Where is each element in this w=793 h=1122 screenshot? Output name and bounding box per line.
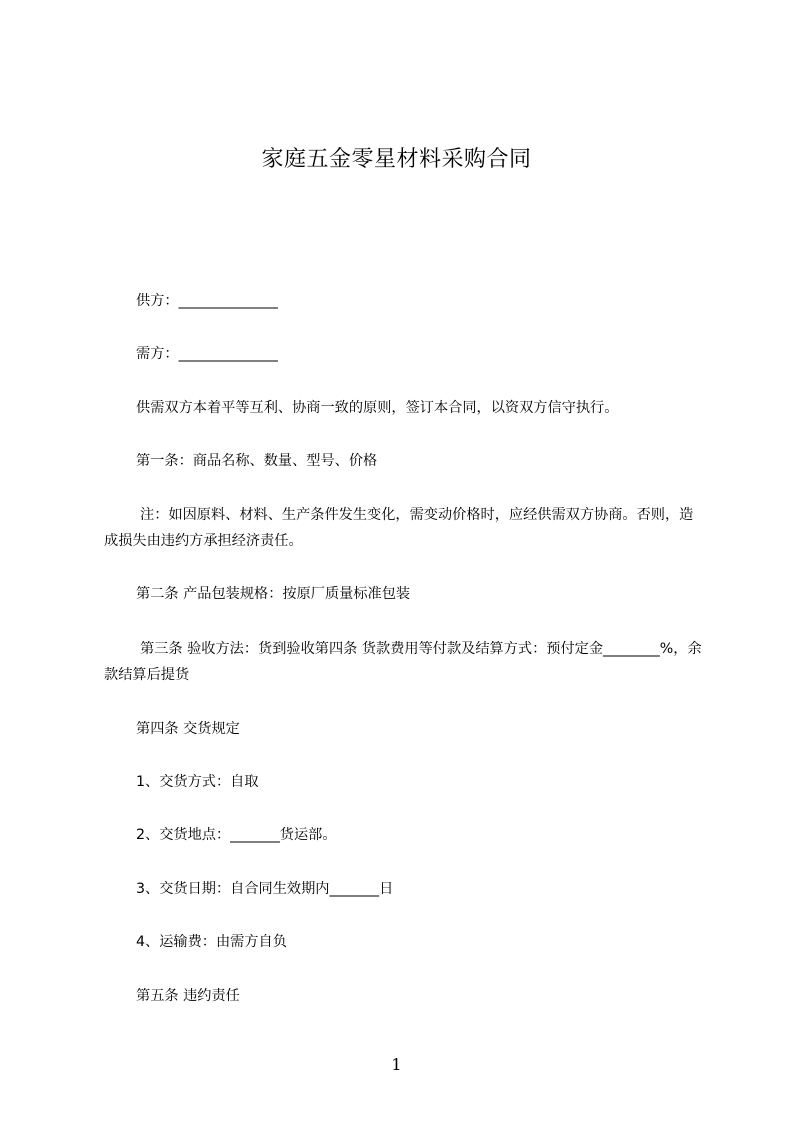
transport-fee-item: 4、运输费：由需方自负 bbox=[136, 934, 287, 950]
delivery-location-item: 2、交货地点：_______货运部。 bbox=[136, 827, 337, 843]
article-1-heading: 第一条：商品名称、数量、型号、价格 bbox=[136, 453, 378, 469]
article-4-heading: 第四条 交货规定 bbox=[136, 721, 240, 737]
article-5-heading: 第五条 违约责任 bbox=[136, 988, 240, 1004]
buyer-line: 需方：______________ bbox=[136, 346, 278, 362]
article-2-paragraph: 第二条 产品包装规格：按原厂质量标准包装 bbox=[136, 586, 411, 602]
price-note-paragraph: 注：如因原料、材料、生产条件发生变化，需变动价格时，应经供需双方协商。否则，造成损失由违约方承担经济责任。 bbox=[104, 507, 694, 549]
article-3-paragraph: 第三条 验收方法：货到验收第四条 货款费用等付款及结算方式：预付定金________%，余款结算后提货 bbox=[104, 641, 702, 683]
document-title: 家庭五金零星材料采购合同 bbox=[261, 147, 532, 172]
supplier-line: 供方：______________ bbox=[136, 293, 278, 309]
delivery-date-item: 3、交货日期：自合同生效期内_______日 bbox=[136, 881, 394, 897]
preamble-paragraph: 供需双方本着平等互利、协商一致的原则，签订本合同，以资双方信守执行。 bbox=[136, 400, 619, 416]
delivery-method-item: 1、交货方式：自取 bbox=[136, 774, 259, 790]
page-number: 1 bbox=[391, 1055, 402, 1074]
